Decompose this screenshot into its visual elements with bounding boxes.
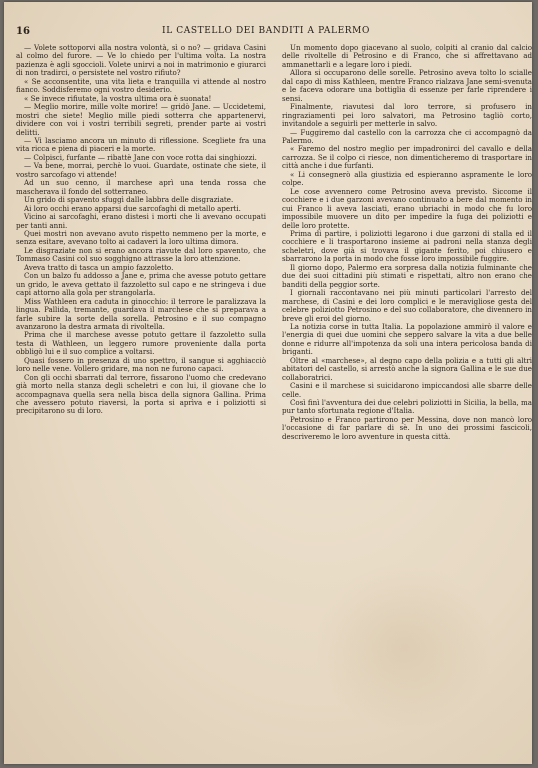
paragraph: Ai loro occhi erano apparsi due sarcofaghi di metallo aperti.: [24, 203, 241, 213]
paragraph: Con un balzo fu addosso a Jane e, prima che avesse potuto gettare un grido, le aveva gettato il fazzoletto sul capo e ne stringeva i due capi attorno alla gola per strangolarla.: [16, 271, 266, 298]
paragraph: Aveva tratto di tasca un ampio fazzoletto.: [24, 262, 174, 272]
page-number: 16: [16, 26, 30, 37]
paragraph: « Faremo del nostro meglio per impadronirci del cavallo e della carrozza. Se il colpo ci riesce, non dimenticheremo di trasportare in città anche i due furfanti.: [282, 144, 532, 171]
paragraph: Casini e il marchese si suicidarono impiccandosi alle sbarre delle celle.: [282, 381, 532, 399]
paragraph: Prima che il marchese avesse potuto gettare il fazzoletto sulla testa di Wathleen, un leggero rumore proveniente dalla porta obbligò lui e il suo complice a voltarsi.: [16, 330, 266, 357]
paragraph: — Vi lasciamo ancora un minuto di riflessione. Scegliete fra una vita ricca e piena di piaceri e la morte.: [16, 135, 266, 154]
left-text-column: [16, 44, 266, 756]
paragraph: Oltre al «marchese», al degno capo della polizia e a tutti gli altri abitatori del castello, si arrestò anche la signora Gallina e le sue due collaboratrici.: [282, 355, 532, 382]
paragraph: Prima di partire, i poliziotti legarono i due garzoni di stalla ed il cocchiere e li trasportarono insieme ai padroni nella stanza degli scheletri, dove già si trovava il gigante ferito, poi chiusero e sbarrarono la porta in modo che fosse loro impossibile fuggire.: [282, 228, 532, 264]
paragraph: Vicino ai sarcofaghi, erano distesi i morti che li avevano occupati per tanti anni.: [16, 212, 266, 230]
paragraph: Allora si occuparono delle sorelle. Petrosino aveva tolto lo scialle dal capo di miss Kathleen, mentre Franco rialzava Jane semi-svenuta e le faceva odorare una bottiglia di essenze per farle riprendere i sensi.: [282, 68, 532, 103]
page-header: [16, 26, 516, 40]
paragraph: — Volete sottoporvi alla nostra volontà, sì o no? — gridava Casini al colmo del furore. — Ve lo chiedo per l'ultima volta. La nostra pazienza è agli sgoccioli. Volete unirvi a noi in matrimonio e giurarci di non tradirci, o persistete nel vostro rifiuto?: [16, 44, 266, 78]
paragraph: Le disgraziate non si erano ancora riavute dal loro spavento, che Tommaso Casini col suo sogghigno attrasse la loro attenzione.: [16, 245, 266, 264]
paragraph: Un momento dopo giacevano al suolo, colpiti al cranio dal calcio delle rivoltelle di Petrosino e di Franco, che si affrettavano ad ammanettarli e a legare loro i piedi.: [282, 43, 532, 69]
paragraph: « Se acconsentite, una vita lieta e tranquilla vi attende al nostro fianco. Soddisferemo ogni vostro desiderio.: [16, 76, 266, 95]
paragraph: — Meglio morire, mille volte morire! — gridò Jane. — Uccidetemi, mostri che siete! Meglio mille piedi sotterra che appartenervi, dividere con voi i vostri terribili segreti, prender parte ai vostri delitti.: [16, 102, 266, 137]
paragraph: Quei mostri non avevano avuto rispetto nemmeno per la morte, e senza esitare, avevano tolto ai cadaveri la loro ultima dimora.: [16, 228, 266, 247]
right-text-column: [282, 44, 532, 441]
paragraph: — Va bene, morrai, perchè lo vuoi. Guardate, ostinate che siete, il vostro sarcofago vi attende!: [16, 161, 266, 179]
paper-stain: [314, 562, 494, 732]
paragraph: Petrosino e Franco partirono per Messina, dove non mancò loro l'occasione di far parlare di sè. In uno dei prossimi fascicoli, descriveremo le loro avventure in questa città.: [282, 414, 532, 441]
paragraph: — Fuggiremo dal castello con la carrozza che ci accompagnò da Palermo.: [282, 127, 532, 145]
magazine-page: [4, 2, 532, 764]
paragraph: Così finì l'avventura dei due celebri poliziotti in Sicilia, la bella, ma pur tanto sfortunata regione d'Italia.: [282, 398, 532, 416]
paragraph: Con gli occhi sbarrati dal terrore, fissarono l'uomo che credevano già morto nella stanza degli scheletri e con lui, il giovane che lo accompagnava quella sera nella bisca della signora Gallina. Prima che avessero potuto riaversi, la porta si aprìva e i poliziotti si precipitarono su di loro.: [16, 372, 266, 416]
paragraph: Le cose avvennero come Petrosino aveva previsto. Siccome il cocchiere e i due garzoni avevano continuato a bere dal momento in cui Franco li aveva lasciati, erano ubriachi in modo che fu loro impossibile muovere un dito per impedire la fuga dei poliziotti e delle loro protette.: [282, 186, 532, 230]
running-title: IL CASTELLO DEI BANDITI A PALERMO: [162, 26, 370, 36]
paragraph: « Li consegnerò alla giustizia ed espieranno aspramente le loro colpe.: [282, 169, 532, 188]
paragraph: Un grido di spavento sfuggì dalle labbra delle disgraziate.: [24, 195, 234, 205]
paragraph: — Colpisci, furfante — ribattè Jane con voce rotta dai singhiozzi.: [24, 152, 257, 162]
paragraph: I giornali raccontavano nei più minuti particolari l'arresto del marchese, di Casini e dei loro complici e le meravigliose gesta del celebre poliziotto Petrosino e del suo collaboratore, che divennero in breve gli eroi del giorno.: [282, 288, 532, 323]
paragraph: La notizia corse in tutta Italia. La popolazione ammirò il valore e l'energia di quei due uomini che seppero salvare la vita a due belle donne e ridurre all'impotenza da soli una intera pericolosa banda di briganti.: [282, 321, 532, 357]
paragraph: « Se invece rifiutate, la vostra ultima ora è suonata!: [24, 93, 212, 103]
paragraph: Miss Wathleen era caduta in ginocchio: il terrore le paralizzava la lingua. Pallida, tremante, guardava il marchese che si preparava a farle subire la sorte della sorella. Petrosino e il suo compagno avanzarono la destra armata di rivoltella.: [16, 296, 266, 331]
paragraph: Il giorno dopo, Palermo era sorpresa dalla notizia fulminante che due dei suoi cittadini più stimati e rispettati, altro non erano che banditi della peggior sorte.: [282, 262, 532, 289]
paragraph: Finalmente, riavutesi dal loro terrore, si profusero in ringraziamenti pei loro salvatori, ma Petrosino tagliò corto, invitandole a seguirli per metterle in salvo.: [282, 102, 532, 129]
paragraph: Ad un suo cenno, il marchese aprì una tenda rossa che mascherava il fondo del sotterraneo.: [16, 178, 266, 196]
paragraph: Quasi fossero in presenza di uno spettro, il sangue si agghiacciò loro nelle vene. Vollero gridare, ma non ne furono capaci.: [16, 355, 266, 374]
